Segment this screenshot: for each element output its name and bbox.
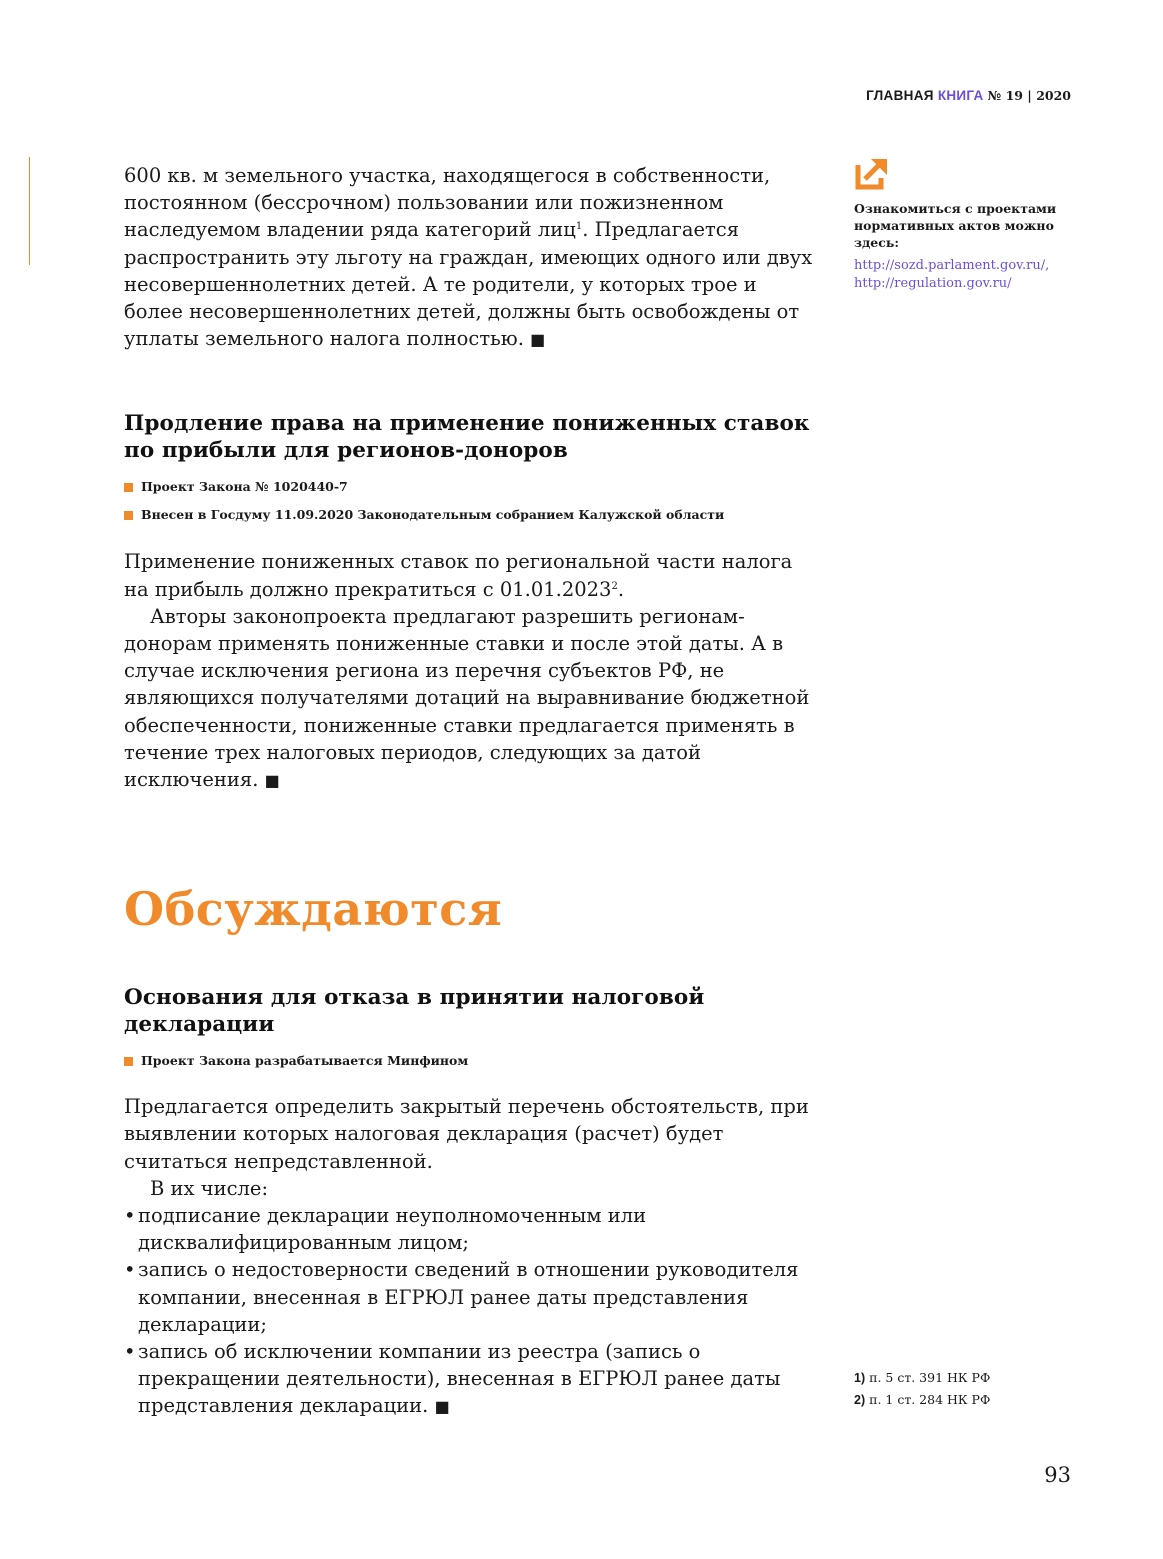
page-number: 93 (1044, 1463, 1071, 1487)
section1-meta-submitted: Внесен в Госдуму 11.09.2020 Законодательным собранием Калужской области (124, 507, 814, 523)
orange-square-icon (124, 1057, 133, 1066)
list-item: • подписание декларации неуполномоченным или дисквалифицированным лицом; (124, 1202, 814, 1256)
main-column (124, 162, 814, 1421)
section2-paragraph-1: Предлагается определить закрытый перечень обстоятельств, при выявлении которых налоговая декларация (расчет) будет считаться непредставленной. (124, 1095, 809, 1173)
link-regulation[interactable]: http://regulation.gov.ru/ (854, 276, 1012, 291)
footnote-2: 2) п. 1 ст. 284 НК РФ (854, 1392, 991, 1407)
brand-kniga: КНИГА (937, 88, 984, 103)
footnote-ref-1[interactable]: 1 (575, 221, 583, 233)
discussed-heading: Обсуждаются (124, 882, 503, 937)
section1-title: Продление права на применение пониженных ставок по прибыли для регионов-доноров (124, 411, 810, 464)
footnote-1: 1) п. 5 ст. 391 НК РФ (854, 1370, 991, 1385)
sidebar (854, 156, 1076, 293)
section1-paragraph-1: Применение пониженных ставок по региональной части налога на прибыль должно прекратиться с 01.01.2023$^2$. (124, 550, 793, 601)
list-item: • запись о недостоверности сведений в отношении руководителя компании, внесенная в ЕГРЮЛ ранее даты представления декларации; (124, 1256, 814, 1338)
end-mark: ■ (530, 330, 546, 350)
section2-bullet-list (124, 1202, 814, 1421)
intro-paragraph: 600 кв. м земельного участка, находящегося в собственности, постоянном (бессрочном) пользовании или пожизненном наследуемом владении ряда категорий лиц$^1$. Предлагается распространить эту льготу на граждан, имеющих одного или двух несовершеннолетних детей. А те родители, у которых трое и более несовершеннолетних детей, должны быть освобождены от уплаты земельного налога полностью. ■ (124, 164, 813, 351)
footnote-ref-2[interactable]: 2 (611, 580, 618, 592)
section2-paragraph-2: В их числе: (150, 1176, 269, 1200)
section2-meta: Проект Закона разрабатывается Минфином (124, 1053, 814, 1069)
orange-square-icon (124, 483, 133, 492)
sidebar-links (854, 257, 1076, 293)
issue-number: № 19 | 2020 (987, 88, 1071, 103)
orange-square-icon (124, 511, 133, 520)
margin-accent-line (29, 157, 30, 265)
section2-title: Основания для отказа в принятии налоговой декларации (124, 985, 705, 1038)
link-sozd[interactable]: http://sozd.parlament.gov.ru/, (854, 258, 1050, 273)
end-mark: ■ (264, 771, 280, 791)
page-header (866, 88, 1071, 103)
footnotes (854, 1367, 1074, 1411)
section1-meta-bill: Проект Закона № 1020440-7 (124, 479, 814, 495)
brand-main: ГЛАВНАЯ (866, 88, 934, 103)
external-link-icon (854, 156, 888, 190)
end-mark: ■ (434, 1397, 450, 1417)
list-item: • запись об исключении компании из реестра (запись о прекращении деятельности), внесенная в ЕГРЮЛ ранее даты представления декларации. ■ (124, 1338, 814, 1421)
sidebar-note: Ознакомиться с проектами нормативных актов можно здесь: (854, 201, 1057, 250)
section1-paragraph-2: Авторы законопроекта предлагают разрешить регионам-донорам применять пониженные ставки и после этой даты. А в случае исключения региона из перечня субъектов РФ, не являющихся получателями дотаций на выравнивание бюджетной обеспеченности, пониженные ставки предлагается применять в течение трех налоговых периодов, следующих за датой исключения. ■ (124, 604, 810, 792)
